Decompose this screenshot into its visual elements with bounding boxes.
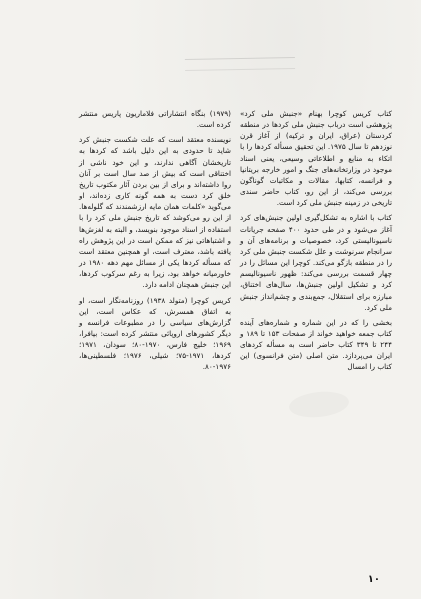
left-text-column: [79, 108, 231, 377]
left-paragraph-2: نویسنده معتقد است که علت شکست جنبش کرد شاید تا حدودی به این دلیل باشد که کردها به تاریخشان آگاهی ندارند، و این خود ناشی از اختناقی است که بیش از صد سال است بر آنان روا داشته‌اند و برای از بین بردن آثار مکتوب تاریخ خلق کرد دست به همه گونه کاری زده‌اند، او می‌گوید «کلمات همان مایه ارزشمندند که گلوله‌ها. از این رو می‌کوشد که تاریخ جنبش ملی کرد را با استفاده از اسناد موجود بنویسد، و البته به لغزش‌ها و اشتباهاتی نیز که ممکن است در این پژوهش راه یافته باشد، معترف است، او همچنین معتقد است که مسأله کردها یکی از مسائل مهم دهه ۱۹۸۰ در خاورمیانه خواهد بود، زیرا به رغم سرکوب کردها، این جنبش همچنان ادامه دارد.: [79, 135, 231, 290]
right-paragraph-1: کتاب کریس کوچرا بهنام «جنبش ملی کرد» پژوهشی است درباب جنبش ملی کردها در منطقه کردستان (عراق، ایران و ترکیه) از آغاز قرن نوزدهم تا سال ۱۹۷۵. این تحقیق مسأله کردها را با اتکاء به منابع و اطلاعاتی وسیعی، یعنی اسناد موجود در وزارتخانه‌های جنگ و امور خارجه بریتانیا و فرانسه، کتابها، مقالات و مکاتبات گوناگون بررسی می‌کند، از این رو، کتاب حاضر سندی تاریخی در زمینه جنبش ملی کرد است.: [240, 109, 392, 208]
left-paragraph-3: کریس کوچرا (متولد ۱۹۳۸) روزنامه‌نگار است، او به اتفاق همسرش، که عکاس است، این گزارش‌های سیاسی را در مطبوعات فرانسه و دیگر کشورهای اروپائی منتشر کرده است: بیافرا، ۱۹۶۹؛ خلیج فارس، ۱۹۷۰-۸۰؛ سودان، ۱۹۷۱؛ کردها، ۱۹۷۱-۷۵؛ شیلی، ۱۹۷۶؛ فلسطینی‌ها، ۱۹۷۶-۸۰.: [79, 295, 232, 372]
page-number: ۱۰: [367, 574, 380, 585]
left-paragraph-1: (۱۹۷۹) بنگاه انتشاراتی فلاماریون پاریس منتشر کرده است.: [79, 109, 231, 130]
right-paragraph-2: کتاب با اشاره به تشکل‌گیری اولین جنبش‌های کرد آغاز می‌شود و در طی حدود ۴۰۰ صفحه جریانات ناسیونالیستی کرد، خصوصیات و برنامه‌های آن و سرانجام سرنوشت و علل شکست جنبش ملی کرد را در منطقه بازگو می‌کند. کوچرا این مسائل را در چهار قسمت بررسی می‌کند: ظهور ناسیونالیسم کرد و تشکیل اولین جنبش‌ها، سال‌های اختناق، مبارزه برای استقلال، جمع‌بندی و چشم‌انداز جنبش ملی کرد.: [240, 213, 392, 312]
right-paragraph-3: بخشی را که در این شماره و شماره‌های آینده کتاب جمعه خواهید خواند از صفحات ۱۵۳ تا ۱۸۹ و ۲۴۴ تا ۳۴۹ کتاب حاضر است به مسأله کردهای ایران می‌پردازد. متن اصلی (متن فرانسوی) این کتاب را امسال: [240, 317, 392, 372]
show-through-text: [185, 57, 295, 71]
paper-stain: [288, 389, 350, 420]
right-text-column: [240, 108, 392, 377]
